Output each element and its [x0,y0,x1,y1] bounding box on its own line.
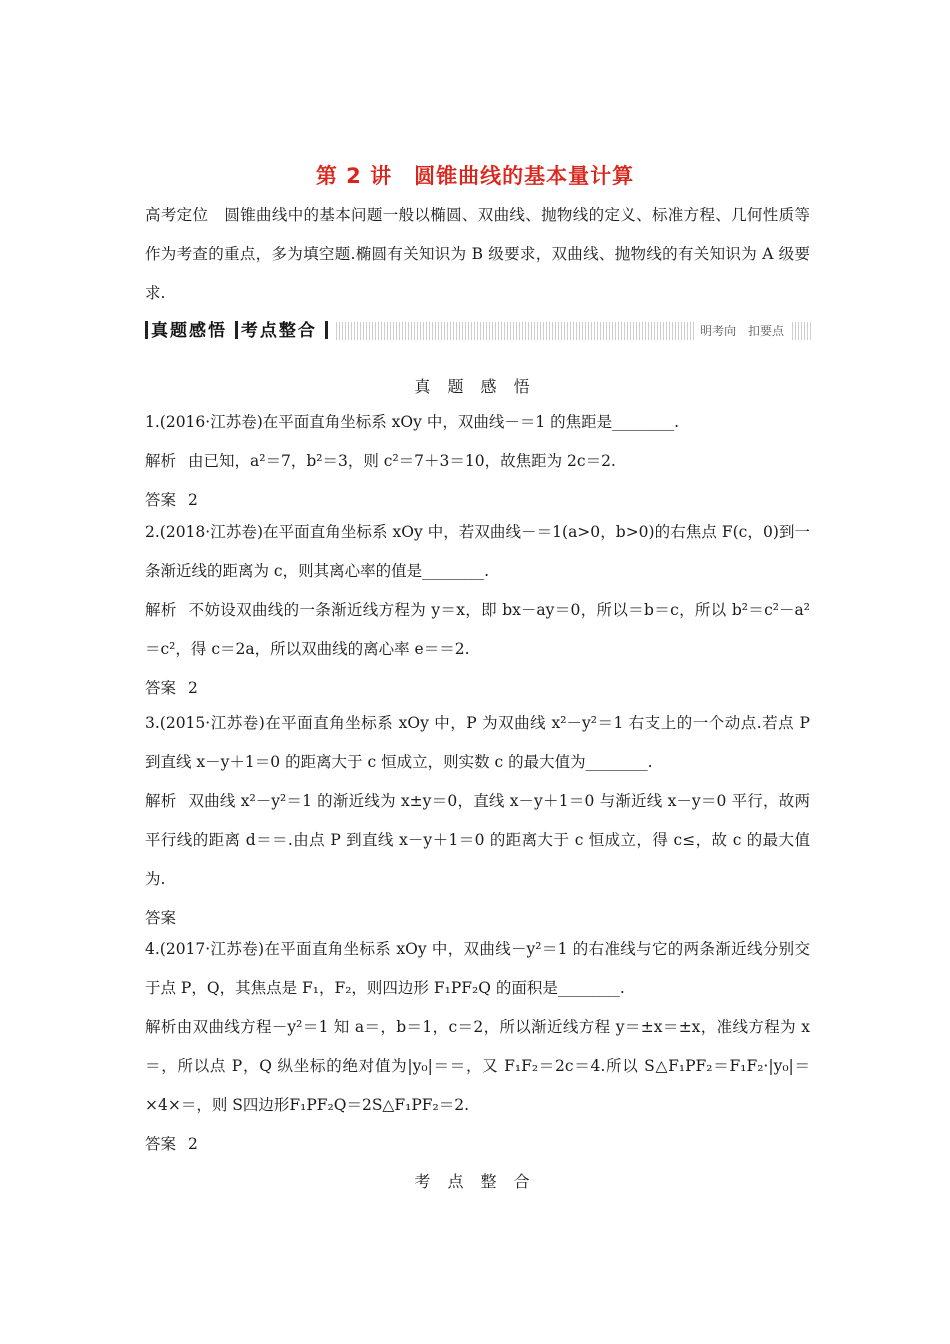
problem-solution [145,782,810,899]
problem-answer [145,1125,810,1164]
answer-label: 答案 [145,491,177,509]
answer-label: 答案 [145,909,177,927]
solution-text: 由已知，a²＝7，b²＝3，则 c²＝7＋3＝10，故焦距为 2c＝2. [188,452,616,470]
problem-solution [145,442,810,481]
solution-label: 解析 [145,792,177,810]
answer-value: 2 [188,1135,198,1153]
problem-question: 1.(2016·江苏卷)在平面直角坐标系 xOy 中，双曲线－＝1 的焦距是________. [145,413,680,431]
banner-tags [145,318,335,344]
solution-text: 不妨设双曲线的一条渐近线方程为 y＝x，即 bx－ay＝0，所以＝b＝c，所以 b²＝c²－a²＝c²，得 c＝2a，所以双曲线的离心率 e＝＝2. [145,601,810,658]
intro-text: 圆锥曲线中的基本问题一般以椭圆、双曲线、抛物线的定义、标准方程、几何性质等作为考查的重点，多为填空题.椭圆有关知识为 B 级要求，双曲线、抛物线的有关知识为 A 级要求. [145,206,810,302]
answer-label: 答案 [145,1135,177,1153]
problem-question: 4.(2017·江苏卷)在平面直角坐标系 xOy 中，双曲线－y²＝1 的右准线与它的两条渐近线分别交于点 P，Q，其焦点是 F₁，F₂，则四边形 F₁PF₂Q 的面积是________. [145,940,810,997]
problem-2 [145,513,810,708]
problem-solution [145,591,810,669]
solution-text: 由双曲线方程－y²＝1 知 a＝，b＝1，c＝2，所以渐近线方程 y＝±x＝±x，准线方程为 x＝，所以点 P，Q 纵坐标的绝对值为|y₀|＝＝，又 F₁F₂＝2c＝4.所以 S△F₁PF₂＝F₁F₂·|y₀|＝×4×＝，则 S四边形F₁PF₂Q＝2S△F₁PF₂＝2. [145,1018,810,1114]
problem-3 [145,704,810,938]
page-title: 第 2 讲 圆锥曲线的基本量计算 [315,164,635,188]
banner-tag-kaodian: 考点整合 [240,321,317,341]
answer-value: 2 [188,679,198,697]
section-heading-kaodian: 考 点 整 合 [414,1172,536,1191]
problem-answer [145,669,810,708]
problem-4 [145,930,810,1164]
solution-label: 解析 [145,601,177,619]
section-heading-zhenti: 真 题 感 悟 [414,377,536,396]
answer-label: 答案 [145,679,177,697]
intro-label: 高考定位 [145,206,209,224]
banner-hint: 明考向 扣要点 [694,318,790,344]
answer-value: 2 [188,491,198,509]
problem-question: 2.(2018·江苏卷)在平面直角坐标系 xOy 中，若双曲线－＝1(a>0，b>0)的右焦点 F(c，0)到一条渐近线的距离为 c，则其离心率的值是________. [145,523,810,580]
problem-solution [145,1008,810,1125]
banner-divider [145,321,148,339]
solution-label: 解析 [145,452,177,470]
solution-text: 双曲线 x²－y²＝1 的渐近线为 x±y＝0，直线 x－y＋1＝0 与渐近线 x－y＝0 平行，故两平行线的距离 d＝＝.由点 P 到直线 x－y＋1＝0 的距离大于 c 恒成立，得 c≤，故 c 的最大值为. [145,792,810,888]
problem-question: 3.(2015·江苏卷)在平面直角坐标系 xOy 中，P 为双曲线 x²－y²＝1 右支上的一个动点.若点 P 到直线 x－y＋1＝0 的距离大于 c 恒成立，则实数 c 的最大值为________. [145,714,810,771]
section-banner [145,318,812,344]
intro-paragraph [145,196,810,313]
banner-tag-zhenti: 真题感悟 [151,321,227,341]
banner-divider [325,321,328,339]
solution-label: 解析 [145,1018,177,1036]
banner-divider [235,321,238,339]
problem-1 [145,403,810,520]
